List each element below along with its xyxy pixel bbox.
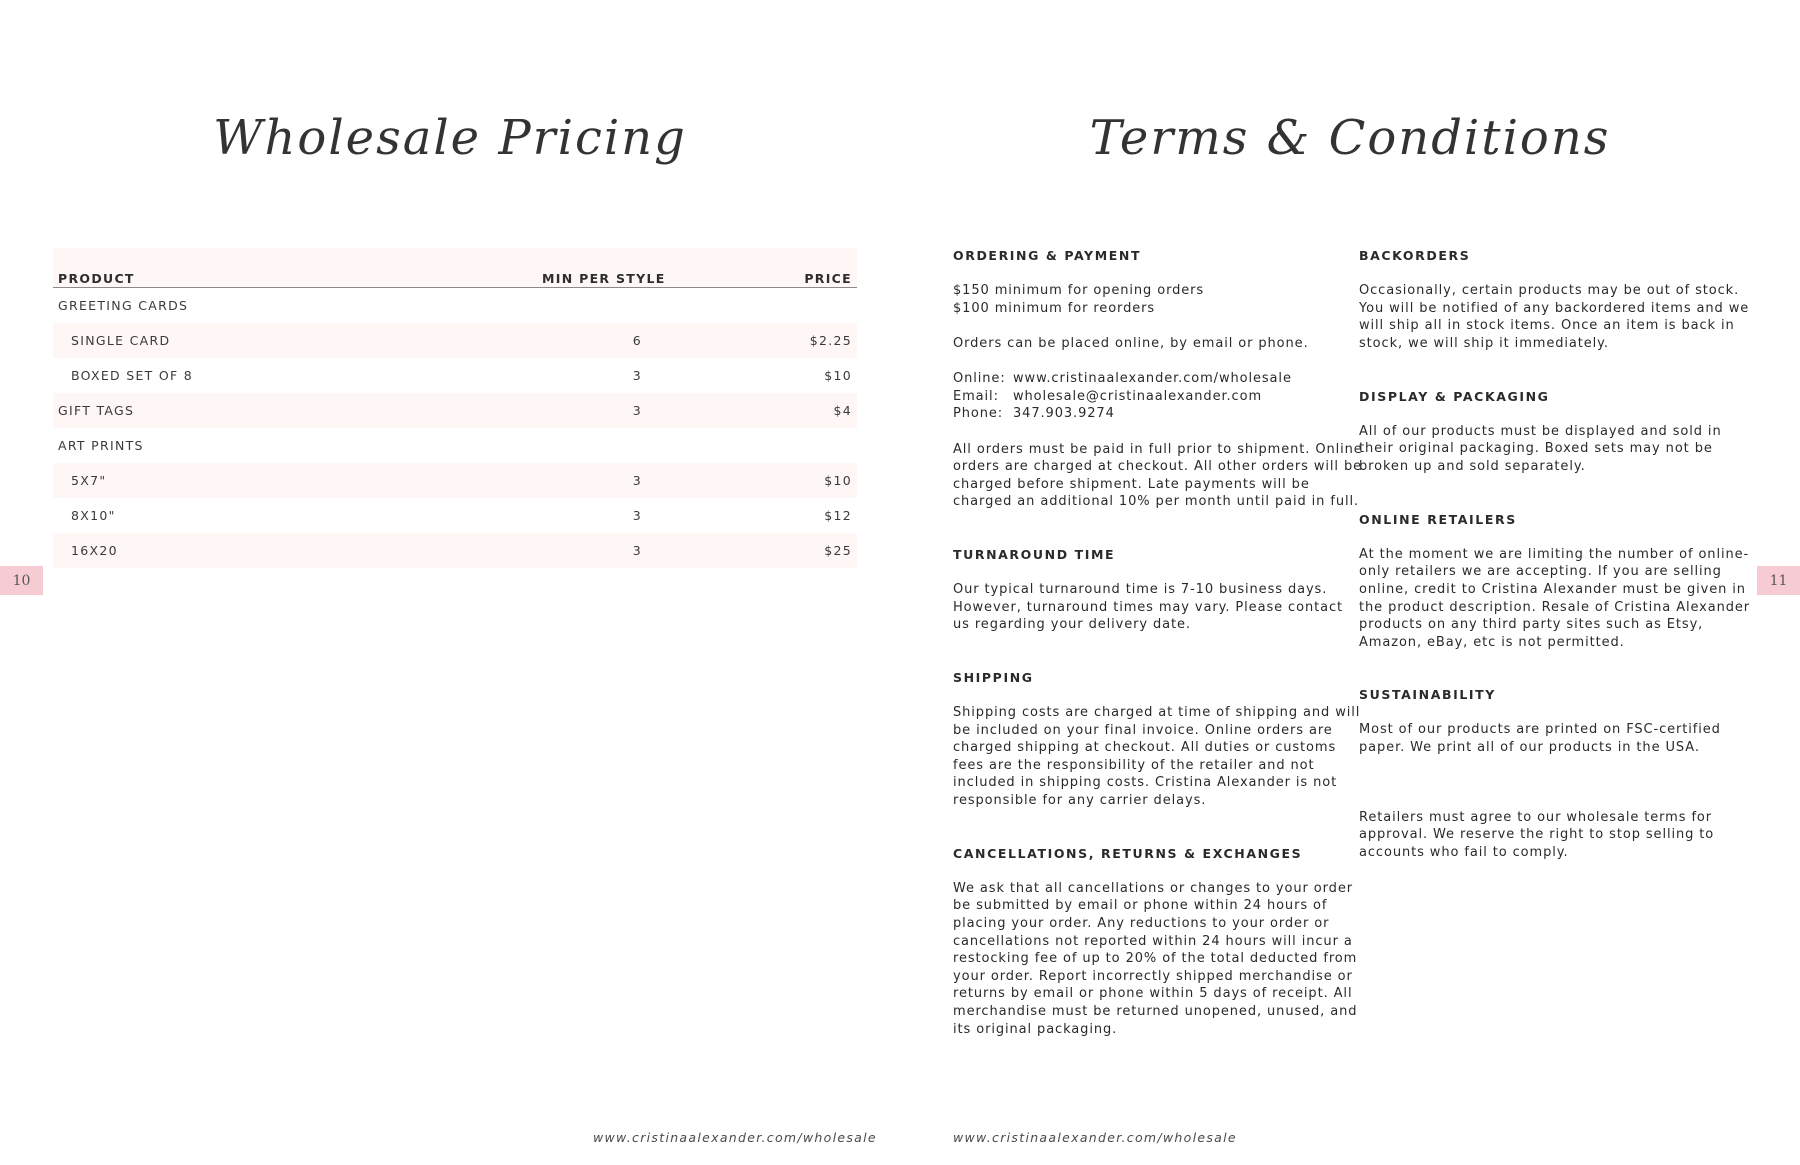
contact-label: Email: (953, 388, 999, 404)
min-cell: 6 (632, 333, 642, 348)
price-cell: $10 (824, 368, 852, 383)
table-header-row (53, 248, 857, 288)
column-header-price: PRICE (647, 248, 857, 288)
contact-phone (953, 405, 1363, 423)
section-heading: CANCELLATIONS, RETURNS & EXCHANGES (953, 845, 1303, 861)
product-cell: 5X7" (71, 473, 107, 488)
product-cell: 16X20 (71, 543, 118, 558)
table-row (53, 393, 857, 428)
section-body: Occasionally, certain products may be out of stock. You will be notified of any backordered items and we will ship all in stock items. Once an item is back in stock, we will ship it immediately. (1359, 283, 1750, 351)
price-cell: $2.25 (809, 333, 852, 348)
price-cell (647, 428, 857, 463)
table-row (53, 323, 857, 358)
order-methods-text: Orders can be placed online, by email or phone. (953, 335, 1309, 351)
section-shipping (953, 669, 1363, 810)
section-body: Shipping costs are charged at time of shipping and will be included on your final invoice. Online orders are charged shipping at checkout. All duties or customs fees are the responsibility of the retailer and not included in shipping costs. Cristina Alexander is not responsible for any carrier delays. (953, 705, 1361, 809)
min-cell (537, 428, 647, 463)
section-cancellations (953, 845, 1363, 1039)
min-cell: 3 (632, 543, 642, 558)
section-body: Our typical turnaround time is 7-10 business days. However, turnaround times may vary. Please contact us regarding your delivery date. (953, 582, 1344, 633)
min-cell: 3 (632, 368, 642, 383)
section-ordering-payment (953, 247, 1363, 511)
section-body: At the moment we are limiting the number of online-only retailers we are accepting. If you are selling online, credit to Cristina Alexander must be given in the product description. Resale of Cristina Alexander products on any third party sites such as Etsy, Amazon, eBay, etc is not permitted. (1359, 546, 1751, 650)
table-row (53, 358, 857, 393)
price-cell: $25 (824, 543, 852, 558)
payment-text: All orders must be paid in full prior to shipment. Online orders are charged at checkout. All other orders will be charged before shipment. Late payments will be charged an additional 10% per month until paid in full. (953, 441, 1363, 510)
section-heading: ONLINE RETAILERS (1359, 511, 1517, 527)
footer-url-right: www.cristinaalexander.com/wholesale (953, 1130, 1237, 1145)
section-heading: ORDERING & PAYMENT (953, 248, 1142, 263)
min-cell (537, 288, 647, 324)
min-reorders-text: $100 minimum for reorders (953, 300, 1156, 316)
terms-column-left (953, 247, 1363, 1073)
table-row (53, 533, 857, 568)
phone-number: 347.903.9274 (1013, 406, 1115, 422)
section-sustainability (1359, 686, 1759, 756)
min-cell: 3 (632, 508, 642, 523)
contact-label: Online: (953, 371, 1006, 387)
section-heading: DISPLAY & PACKAGING (1359, 388, 1550, 404)
section-body: We ask that all cancellations or changes to your order be submitted by email or phone within 24 hours of placing your order. Any reductions to your order or cancellations not reported within 24 hours will incur a restocking fee of up to 20% of the total deducted from your order. Report incorrectly shipped merchandise or returns by email or phone within 5 days of receipt. All merchandise must be returned unopened, unused, and its original packaging. (953, 880, 1358, 1037)
section-heading: TURNAROUND TIME (953, 546, 1116, 562)
section-body: All of our products must be displayed and sold in their original packaging. Boxed sets may not be broken up and sold separately. (1359, 423, 1722, 474)
section-turnaround-time (953, 546, 1363, 634)
product-cell: ART PRINTS (58, 438, 144, 453)
pricing-table (53, 248, 857, 568)
page-number-left: 10 (0, 566, 43, 595)
section-online-retailers (1359, 511, 1759, 652)
section-display-packaging (1359, 388, 1759, 476)
page-number-right: 11 (1757, 566, 1800, 595)
page-title-terms-conditions: Terms & Conditions (1089, 110, 1611, 166)
section-heading: BACKORDERS (1359, 248, 1471, 263)
price-cell: $4 (833, 403, 852, 418)
email-link[interactable]: wholesale@cristinaalexander.com (1013, 388, 1263, 404)
table-row-category (53, 288, 857, 324)
price-cell: $10 (824, 473, 852, 488)
product-cell: SINGLE CARD (71, 333, 171, 348)
footer-url-left: www.cristinaalexander.com/wholesale (593, 1130, 877, 1145)
online-url[interactable]: www.cristinaalexander.com/wholesale (1013, 371, 1292, 387)
table-row (53, 463, 857, 498)
table-row-category (53, 428, 857, 463)
contact-label: Phone: (953, 406, 1004, 422)
product-cell: GREETING CARDS (58, 298, 189, 313)
section-backorders (1359, 247, 1759, 353)
table-row (53, 498, 857, 533)
min-cell: 3 (632, 403, 642, 418)
product-cell: 8X10" (71, 508, 116, 523)
min-cell: 3 (632, 473, 642, 488)
page-title-wholesale-pricing: Wholesale Pricing (213, 110, 687, 166)
product-cell: GIFT TAGS (58, 403, 135, 418)
section-heading: SUSTAINABILITY (1359, 687, 1496, 703)
section-heading: SHIPPING (953, 669, 1034, 685)
minimums-text (953, 282, 1363, 317)
terms-column-right (1359, 247, 1759, 861)
contact-email (953, 388, 1363, 406)
section-body: Most of our products are printed on FSC-certified paper. We print all of our products in the USA. (1359, 722, 1721, 756)
contact-block (953, 370, 1363, 423)
product-cell: BOXED SET OF 8 (71, 368, 194, 383)
column-header-product: PRODUCT (53, 248, 537, 288)
price-cell (647, 288, 857, 324)
min-opening-text: $150 minimum for opening orders (953, 283, 1205, 299)
contact-online (953, 370, 1363, 388)
column-header-min-per-style: MIN PER STYLE (537, 248, 647, 288)
price-cell: $12 (824, 508, 852, 523)
closing-note: Retailers must agree to our wholesale terms for approval. We reserve the right to stop selling to accounts who fail to comply. (1359, 809, 1715, 860)
